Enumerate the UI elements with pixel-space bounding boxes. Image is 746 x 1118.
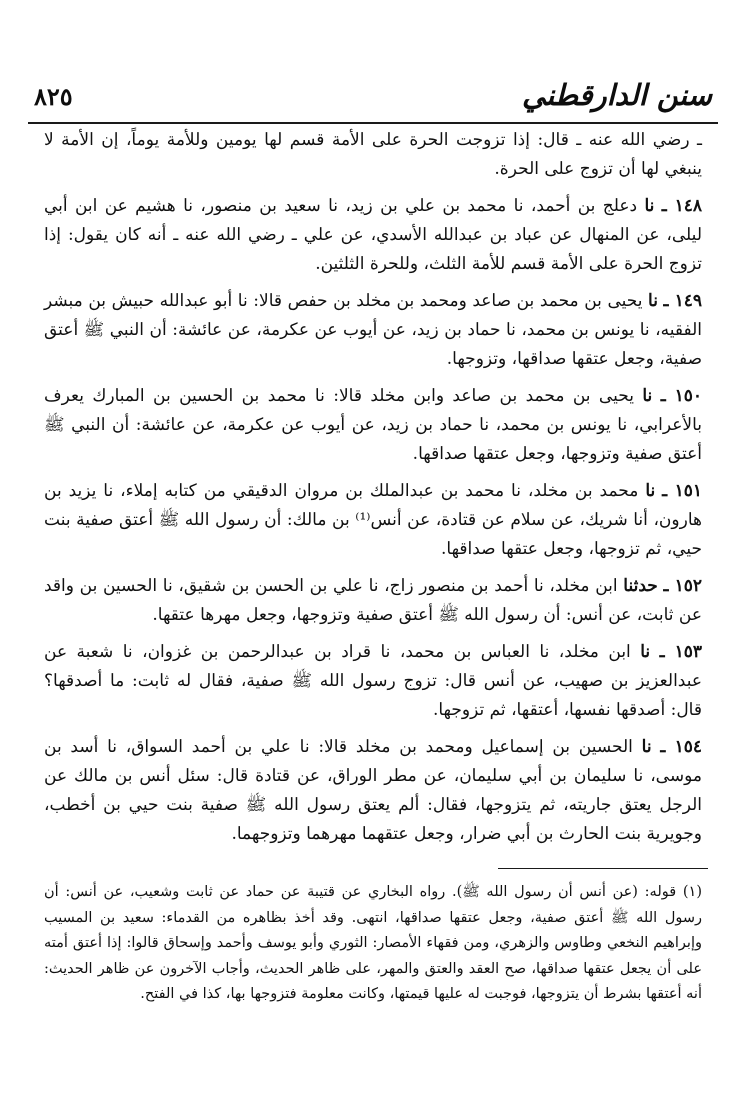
narration-keyword: نا <box>648 291 658 311</box>
header-divider <box>28 122 718 124</box>
hadith-text: محمد بن مخلد، نا محمد بن عبدالملك بن مروان الدقيقي من كتابه إملاء، نا يزيد بن هارون، أنا شريك، عن سلام عن قتادة، عن أنس⁽¹⁾ بن مالك: أن رسول الله ﷺ أعتق صفية بنت حيي، ثم تزوجها، وجعل عتقها صداقها. <box>44 481 702 559</box>
hadith-text: دعلج بن أحمد، نا محمد بن علي بن زيد، نا سعيد بن منصور، نا هشيم عن ابن أبي ليلى، عن المنهال عن عباد بن عبدالله الأسدي، عن علي ـ رضي الله عنه ـ أنه كان يقول: إذا تزوج الحرة على الأمة قسم للأمة الثلث، وللحرة الثلثين. <box>44 196 702 274</box>
hadith-text: يحيى بن محمد بن صاعد وابن مخلد قالا: نا محمد بن الحسين بن المبارك يعرف بالأعرابي، نا يونس بن محمد، نا حماد بن زيد، عن أيوب عن عكرمة، عن عائشة: أن النبي ﷺ أعتق صفية وتزوجها، وجعل عتقها صداقها. <box>44 386 702 464</box>
narration-keyword: نا <box>645 481 656 501</box>
hadith-number: ١٤٩ ـ <box>663 291 703 311</box>
hadith-number: ١٥٢ ـ <box>663 576 703 596</box>
hadith-text: يحيى بن محمد بن صاعد ومحمد بن مخلد بن حفص قالا: نا أبو عبدالله حبيش بن مبشر الفقيه، نا يونس بن محمد، نا حماد بن زيد، عن أيوب عن عكرمة، عن عائشة: أن النبي ﷺ أعتق صفية، وجعل عتقها صداقها، وتزوجها. <box>44 291 702 369</box>
hadith-149 <box>44 287 702 374</box>
hadith-number: ١٤٨ ـ <box>661 196 702 216</box>
hadith-number: ١٥١ ـ <box>662 481 703 501</box>
hadith-text: الحسين بن إسماعيل ومحمد بن مخلد قالا: نا علي بن أحمد السواق، نا أسد بن موسى، نا سليمان بن أبي سليمان، عن مطر الوراق، عن قتادة قال: سئل أنس بن مالك عن الرجل يعتق جاريته، ثم يتزوجها، فقال: ألم يعتق رسول الله ﷺ صفية بنت حيي بن أخطب، وجويرية بنت الحارث بن أبي ضرار، وجعل عتقهما مهرهما وتزوجهما. <box>44 737 702 844</box>
hadith-148 <box>44 192 702 279</box>
hadith-text: ابن مخلد، نا العباس بن محمد، نا قراد بن عبدالرحمن بن غزوان، نا شعبة عن عبدالعزيز بن صهيب، عن أنس قال: تزوج رسول الله ﷺ صفية، فقال له ثابت: ما أصدقها؟ قال: أصدقها نفسها، أعتقها، ثم تزوجها. <box>44 642 702 720</box>
hadith-number: ١٥٤ ـ <box>660 737 702 757</box>
hadith-152 <box>44 572 702 630</box>
footnote-marker: (١) <box>682 884 703 900</box>
footnote-1 <box>44 880 702 1008</box>
page-number: ٨٢٥ <box>34 82 73 111</box>
hadith-150 <box>44 382 702 469</box>
footnotes <box>44 880 702 1008</box>
hadith-151 <box>44 477 702 564</box>
narration-keyword: نا <box>644 196 655 216</box>
narration-keyword: حدثنا <box>623 576 658 596</box>
page-header <box>28 74 718 124</box>
paragraph-text: ـ رضي الله عنه ـ قال: إذا تزوجت الحرة على الأمة قسم لها يومين وللأمة يوماً، إن الأمة لا ينبغي لها أن تزوج على الحرة. <box>44 130 702 179</box>
book-title: سنن الدارقطني <box>522 78 712 112</box>
narration-keyword: نا <box>641 737 652 757</box>
paragraph-continuation <box>44 126 702 184</box>
narration-keyword: نا <box>640 642 651 662</box>
hadith-number: ١٥٠ ـ <box>660 386 703 406</box>
hadith-number: ١٥٣ ـ <box>659 642 703 662</box>
narration-keyword: نا <box>642 386 653 406</box>
hadith-153 <box>44 638 702 725</box>
hadith-text: ابن مخلد، نا أحمد بن منصور زاج، نا علي بن الحسن بن شقيق، نا الحسين بن واقد عن ثابت، عن أنس: أن رسول الله ﷺ أعتق صفية وتزوجها، وجعل مهرها عتقها. <box>44 576 702 625</box>
footnote-text: قوله: (عن أنس أن رسول الله ﷺ). رواه البخاري عن قتيبة عن حماد عن ثابت وشعيب، عن أنس: أن رسول الله ﷺ أعتق صفية، وجعل عتقها صداقها، انتهى. وقد أخذ بظاهره من القدماء: سعيد بن المسيب وإبراهيم النخعي وطاوس والزهري، ومن فقهاء الأمصار: الثوري وأبو يوسف وأحمد وإسحاق قالوا: إذا أعتق أمته على أن يجعل عتقها صداقها، صح العقد والعتق والمهر، على ظاهر الحديث، وأجاب الآخرون عن ظاهر الحديث: أنه أعتقها بشرط أن يتزوجها، فوجبت له عليها قيمتها، وكانت معلومة فتزوجها بها، كذا في الفتح. <box>44 884 702 1002</box>
hadith-154 <box>44 733 702 849</box>
footnote-divider <box>498 868 708 869</box>
main-text <box>44 126 702 857</box>
